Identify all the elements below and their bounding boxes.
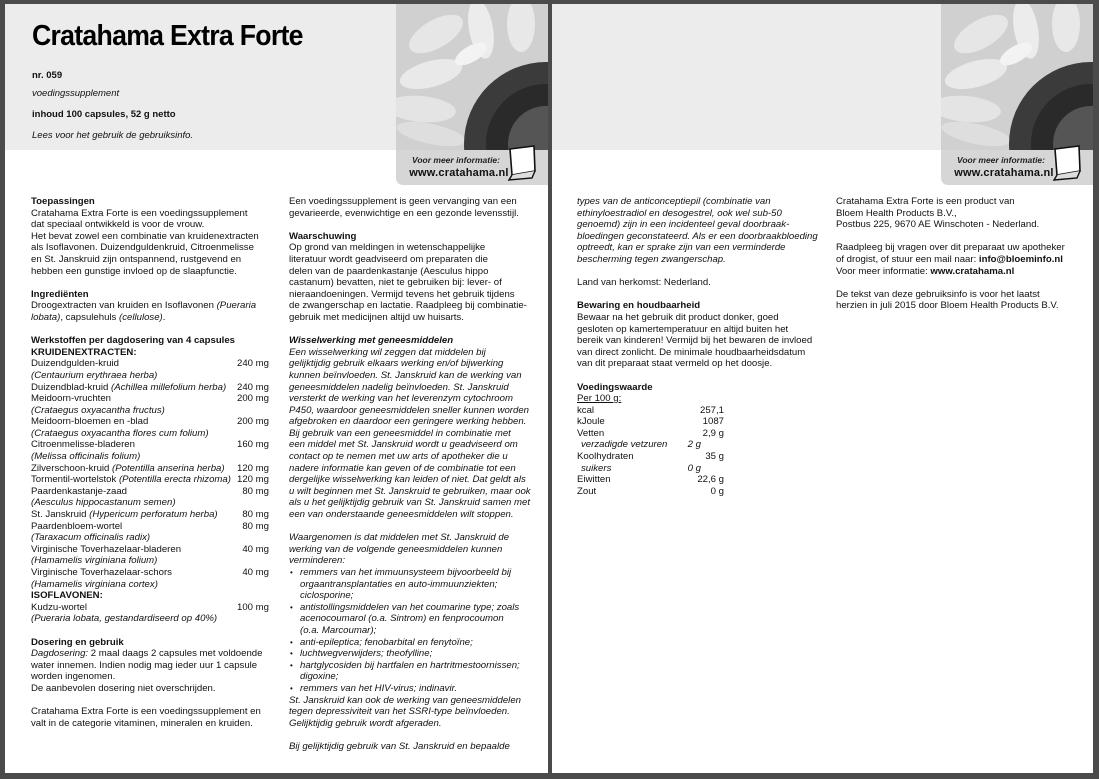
nutrition-row [577, 428, 724, 440]
text-line: werking van de volgende geneesmiddelen kunnen [289, 543, 503, 555]
text-line: (o.a. Marcoumar); [300, 624, 377, 636]
heading-bewaring: Bewaring en houdbaarheid [577, 300, 701, 312]
text-line: • luchtwegverwijders; theofylline; [300, 648, 433, 660]
text-line: versterkt de werking van het leverenzym cytochroom [289, 393, 513, 405]
ingredient-name-wrap [31, 509, 218, 521]
ingredient-amount: 80 mg [242, 485, 269, 497]
ingredient-name-wrap [31, 486, 127, 498]
contact-text: of drogist, of stuur een mail naar: [836, 253, 979, 265]
ingredient-name: Zilverschoon-kruid [31, 462, 113, 474]
ingredient-row [31, 382, 269, 394]
ingredient-name: Meidoorn-vruchten [31, 393, 111, 405]
nutrition-table [577, 393, 724, 497]
text-line: bloedingen geconstateerd. Als er een doorbraakbloeding [577, 230, 818, 242]
nutrition-value: 2 g [687, 439, 701, 451]
text-line: gelijktijdig gebruik elkaars werking en/of bijwerking [289, 358, 504, 370]
ingredient-latin: (Aesculus hippocastanum semen) [31, 497, 176, 509]
ingredient-latin: (Taraxacum officinalis radix) [31, 532, 151, 544]
interaction-list [289, 567, 539, 695]
ingredient-name: Meidoorn-bloemen en -blad [31, 416, 149, 428]
text-line: literatuur wordt geadviseerd om preparaten die [289, 253, 488, 265]
text-line: kunnen beïnvloeden. St. Janskruid kan de werking van [289, 369, 522, 381]
heading-wisselwerking: Wisselwerking met geneesmiddelen [289, 335, 454, 347]
ingredient-amount: 80 mg [242, 520, 269, 532]
page-right [552, 4, 1093, 773]
text-line: • remmers van het HIV-virus; indinavir. [300, 682, 458, 694]
text-line: P450, waardoor geneesmiddelen sneller kunnen worden [289, 404, 530, 416]
ingredient-row [31, 393, 269, 405]
product-type: voedingssupplement [32, 88, 120, 99]
nutrition-label: verzadigde vetzuren [581, 439, 668, 451]
text-line: Cratahama Extra Forte is een voedingssupplement en [31, 706, 261, 718]
ingredient-latin: (Hamamelis virginiana folium) [31, 555, 158, 567]
ingredient-row [31, 474, 269, 486]
text-line: orgaantransplantaties en auto-immuunziekten; [300, 578, 498, 590]
heading-ingredienten: Ingrediënten [31, 288, 89, 300]
text-line: u wilt beginnen met St. Janskruid te gebruiken, maar ook [289, 485, 531, 497]
nutrition-value: 0 g [687, 462, 701, 474]
text-line: gesloten op kamertemperatuur en altijd buiten het [577, 323, 789, 335]
text-line: de zwangerschap en lactatie. Raadpleeg bij combinatie- [289, 300, 527, 312]
nutrition-label: Koolhydraten [577, 451, 634, 463]
text-line: geneesmiddelen nadelig beïnvloeden. St. Janskruid [289, 381, 509, 393]
nutrition-value: 0 g [710, 485, 724, 497]
text-line: De tekst van deze gebruiksinfo is voor het laatst [836, 288, 1040, 300]
nutrition-label: Eiwitten [577, 474, 611, 486]
ingredient-name-wrap [31, 602, 87, 614]
text-line: als u het gelijktijdig gebruik van St. Janskruid samen met [289, 497, 531, 509]
ingredients-text: , capsulehuls [60, 311, 120, 323]
text-line: • remmers van het immuunsysteem bijvoorbeeld bij [300, 567, 512, 578]
heading-voedingswaarde: Voedingswaarde [577, 381, 653, 393]
text-line: bescherming tegen zwangerschap. [577, 253, 726, 265]
ingredient-amount: 40 mg [242, 543, 269, 555]
monitor-icon [1049, 145, 1083, 183]
ingredient-name-wrap [31, 544, 181, 556]
text-line: van dit preparaat staat vermeld op het doosje. [577, 358, 773, 370]
dosage-text: 2 maal daags 2 capsules met voldoende [88, 648, 263, 660]
ingredient-amount: 100 mg [237, 601, 269, 613]
text-line: • anti-epileptica; fenobarbital en fenytoïne; [300, 636, 473, 648]
ingredient-row [31, 509, 269, 521]
info-label: Voor meer informatie: [956, 155, 1045, 165]
ingredient-latin: (Melissa officinalis folium) [31, 451, 141, 463]
ingredient-name: Duizendblad-kruid [31, 381, 111, 393]
product-title: Cratahama Extra Forte [32, 20, 303, 52]
ingredient-latin: (Hypericum perforatum herba) [89, 509, 218, 521]
text-line: Gelijktijdig gebruik wordt afgeraden. [289, 717, 442, 729]
storage-text [577, 312, 827, 370]
ingredient-amount: 200 mg [237, 393, 269, 405]
text-line: herzien in juli 2015 door Bloem Health Products B.V. [836, 300, 1059, 312]
ingredient-name: Duizendgulden-kruid [31, 358, 119, 370]
text-line: Cratahama Extra Forte is een voedingssupplement [31, 207, 248, 219]
text-line: ethinyloestradiol en desogestrel, ook wel sub-50 [577, 207, 782, 219]
ingredient-row [31, 358, 269, 370]
ingredient-latin: (Pueraria lobata, gestandardiseerd op 40%) [31, 613, 218, 625]
ingredient-name-wrap [31, 463, 225, 475]
group-title: KRUIDENEXTRACTEN: [31, 346, 137, 358]
contact-line [836, 254, 1086, 266]
info-url[interactable]: www.cratahama.nl [954, 167, 1054, 179]
ingredient-row [31, 602, 269, 614]
ingredients-text: Droogextracten van kruiden en Isoflavonen [31, 300, 217, 312]
ingredient-name-wrap [31, 382, 226, 394]
ingredient-name-wrap [31, 358, 119, 370]
header-band [552, 4, 941, 150]
dosage-label: Dagdosering: [31, 648, 89, 660]
ingredient-name: St. Janskruid [31, 509, 90, 521]
ingredient-latin: (Achillea millefolium herba) [111, 381, 227, 393]
text-line: acenocoumarol (o.a. Sintrom) en fenprocoumon [300, 613, 504, 625]
nutrition-label: Vetten [577, 427, 605, 439]
info-url[interactable]: www.cratahama.nl [409, 167, 509, 179]
ingredient-latin: (Crataegus oxyacantha flores cum folium) [31, 427, 209, 439]
text-line: tegen depressiviteit van het SSRI-type beïnvloeden. [289, 706, 510, 718]
ingredients-line [31, 312, 269, 324]
heading-waarschuwing: Waarschuwing [289, 230, 357, 242]
nutrition-label: suikers [581, 462, 612, 474]
nutrition-label: kcal [577, 404, 595, 416]
text-line: • hartglycosiden bij hartfalen en hartritmestoornissen; [300, 659, 520, 671]
ingredient-row [31, 567, 269, 579]
middle-column [289, 196, 539, 753]
text-line: Bewaar na het gebruik dit product donker, goed [577, 311, 779, 323]
ingredient-row [31, 463, 269, 475]
ingredient-name-wrap [31, 393, 111, 405]
ingredients-text: . [162, 311, 166, 323]
ssri-text [289, 695, 539, 730]
ingredient-row [31, 521, 269, 533]
text-line: contact op te nemen met uw arts of apotheker die u [289, 451, 508, 463]
ingredient-name-wrap [31, 521, 122, 533]
ingredient-row [31, 544, 269, 556]
heading-dosering: Dosering en gebruik [31, 636, 124, 648]
text-line: Het bevat zowel een combinatie van kruidenextracten [31, 230, 259, 242]
text-line: St. Janskruid kan ook de werking van geneesmiddelen [289, 694, 521, 706]
nutrition-value: 2,9 g [702, 427, 724, 439]
interaction-item [289, 660, 539, 683]
text-line: Raadpleeg bij vragen over dit preparaat uw apotheker [836, 242, 1065, 254]
product-contents: inhoud 100 capsules, 52 g netto [32, 109, 176, 120]
nutrition-value: 257,1 [699, 404, 724, 416]
ingredient-name: Kudzu-wortel [31, 601, 87, 613]
text-line: afgebroken en daardoor een geringere werking hebben. [289, 416, 527, 428]
ingredient-name: Paardenbloem-wortel [31, 520, 123, 532]
nutrition-row [577, 439, 701, 451]
ingredients-line [31, 300, 269, 312]
ingredient-latin: (Centaurium erythraea herba) [31, 369, 158, 381]
ingredient-row [31, 439, 269, 451]
warning-text [289, 242, 539, 323]
heading-toepassingen: Toepassingen [31, 196, 95, 207]
nutrition-per: Per 100 g: [577, 393, 622, 405]
info-link-tab[interactable] [396, 150, 548, 185]
ingredient-latin: (Hamamelis virginiana cortex) [31, 578, 158, 590]
text-line: gebruik met medicijnen altijd uw huisarts. [289, 311, 464, 323]
text-line: Een voedingssupplement is geen vervanging van een [289, 196, 517, 207]
text-line: dat speciaal ontwikkeld is voor de vrouw. [31, 219, 205, 231]
ingredient-name: Citroenmelisse-bladeren [31, 439, 135, 451]
ingredient-amount: 240 mg [237, 381, 269, 393]
info-label: Voor meer informatie: [411, 155, 500, 165]
email-link[interactable]: info@bloeminfo.nl [978, 253, 1063, 265]
header-band [5, 4, 396, 150]
text-line: nieraandoeningen. Vermijd tevens het gebruik tijdens [289, 288, 515, 300]
nutrition-label: Zout [577, 485, 597, 497]
text-line: nadere informatie kan geven of de combinatie tot een [289, 462, 516, 474]
ingredient-name: Paardenkastanje-zaad [31, 485, 128, 497]
third-column [577, 196, 827, 497]
text-line: castanum) bevatten, niet te gebruiken bij: lever- of [289, 277, 502, 289]
nutrition-row [577, 416, 724, 428]
text-line: als Isoflavonen. Duizendguldenkruid, Citroenmelisse [31, 242, 254, 254]
origin-text: Land van herkomst: Nederland. [577, 277, 711, 289]
ingredient-name: Tormentil-wortelstok [31, 474, 119, 486]
ingredient-row [31, 416, 269, 428]
pill-line: Bij gelijktijdig gebruik van St. Janskruid en bepaalde [289, 740, 510, 752]
ingredient-amount: 200 mg [237, 416, 269, 428]
text-line: bereik van kinderen! Vermijd bij het bewaren de invloed [577, 335, 813, 347]
text-line: Bij gebruik van een geneesmiddel in combinatie met [289, 427, 511, 439]
ingredient-amount: 240 mg [237, 358, 269, 370]
active-ingredients-list [31, 347, 269, 625]
nutrition-row [577, 451, 724, 463]
nutrition-row [577, 463, 701, 475]
ingredients-latin: lobata) [31, 311, 61, 323]
interaction-intro [289, 532, 539, 567]
sunflower-image [941, 4, 1093, 150]
ingredient-latin: (Potentilla erecta rhizoma) [118, 474, 231, 486]
text-line: optreedt, kan er sprake zijn van een verminderde [577, 242, 786, 254]
nutrition-value: 22,6 g [697, 474, 724, 486]
interaction-item [289, 567, 539, 602]
text-line: hebben een gunstige invloed op de slaapfunctie. [31, 265, 237, 277]
interaction-item [289, 683, 539, 695]
ingredient-name-wrap [31, 416, 148, 428]
text-line: genoemd) zijn in een incidenteel geval doorbraak- [577, 219, 790, 231]
website-link[interactable]: www.cratahama.nl [930, 265, 1015, 277]
ingredients-latin: (Pueraria [216, 300, 257, 312]
text-line: • antistollingsmiddelen van het coumarine type; zoals [300, 601, 520, 613]
sunflower-image [396, 4, 548, 150]
product-number: nr. 059 [32, 70, 63, 81]
text-line: Postbus 225, 9670 AE Winschoten - Nederland. [836, 219, 1040, 231]
text-line: valt in de categorie vitaminen, mineralen en kruiden. [31, 717, 253, 729]
ingredient-name-wrap [31, 567, 172, 579]
text-line: worden ingenomen. [31, 671, 116, 683]
read-note: Lees voor het gebruik de gebruiksinfo. [32, 130, 194, 141]
ingredient-name-wrap [31, 474, 231, 486]
ingredient-amount: 120 mg [237, 462, 269, 474]
info-link-tab[interactable] [941, 150, 1093, 185]
text-line: Bloem Health Products B.V., [836, 207, 957, 219]
nutrition-row [577, 486, 724, 498]
text-line: verminderen: [289, 555, 345, 567]
heading-werkstoffen: Werkstoffen per dagdosering van 4 capsules [31, 335, 236, 347]
text-line: van direct zonlicht. De minimale houdbaarheidsdatum [577, 346, 806, 358]
nutrition-value: 35 g [705, 451, 724, 463]
ingredient-amount: 80 mg [242, 509, 269, 521]
ingredient-row [31, 486, 269, 498]
nutrition-row [577, 474, 724, 486]
text-line: De aanbevolen dosering niet overschrijden. [31, 682, 216, 694]
text-line: een van onderstaande geneesmiddelen wilt stoppen. [289, 509, 514, 521]
ingredient-amount: 160 mg [237, 439, 269, 451]
page-left [5, 4, 548, 773]
interaction-item [289, 602, 539, 637]
nutrition-value: 1087 [702, 416, 724, 428]
ingredient-latin: (Potentilla anserina herba) [112, 462, 225, 474]
text-line: Een wisselwerking wil zeggen dat middelen bij [289, 346, 486, 358]
pill-text [577, 196, 827, 266]
ingredient-name: Virginische Toverhazelaar-bladeren [31, 543, 182, 555]
ingredient-amount: 40 mg [242, 567, 269, 578]
text-line: dergelijke wisselwerking kan leiden of niet. Dat geldt als [289, 474, 526, 486]
text-line: ciclosporine; [300, 590, 354, 602]
text-line: Cratahama Extra Forte is een product van [836, 196, 1015, 207]
interaction-item [289, 637, 539, 649]
nutrition-row [577, 405, 724, 417]
nutrition-label: kJoule [577, 416, 605, 428]
ingredient-amount: 120 mg [237, 474, 269, 486]
text-line: Op grond van meldingen in wetenschappelijke [289, 242, 486, 254]
text-line: digoxine; [300, 671, 339, 683]
text-line: types van de anticonceptiepil (combinatie van [577, 196, 771, 207]
ingredient-name-wrap [31, 439, 135, 451]
monitor-icon [504, 145, 538, 183]
text-line: delen van de paardenkastanje (Aesculus hippo [289, 265, 489, 277]
interaction-text [289, 347, 539, 521]
interaction-item [289, 648, 539, 660]
contact-text: Voor meer informatie: [836, 265, 931, 277]
fourth-column [836, 196, 1086, 312]
text-line: en St. Janskruid zijn ontspannend, rustgevend en [31, 253, 242, 265]
ingredient-latin: (Crataegus oxyacantha fructus) [31, 404, 165, 416]
text-line: een middel met St. Janskruid wordt u geadviseerd om [289, 439, 518, 451]
dosage-line [31, 648, 269, 660]
text-line: gevarieerde, evenwichtige en een gezonde levensstijl. [289, 207, 519, 219]
left-column [31, 196, 269, 729]
text-line: water innemen. Indien nodig mag ieder uur 1 capsule [31, 659, 258, 671]
ingredients-latin: (cellulose) [119, 311, 163, 323]
group-title: ISOFLAVONEN: [31, 590, 103, 602]
text-line: Waargenomen is dat middelen met St. Janskruid de [289, 532, 510, 544]
contact-line [836, 266, 1086, 278]
ingredient-name: Virginische Toverhazelaar-schors [31, 567, 172, 578]
